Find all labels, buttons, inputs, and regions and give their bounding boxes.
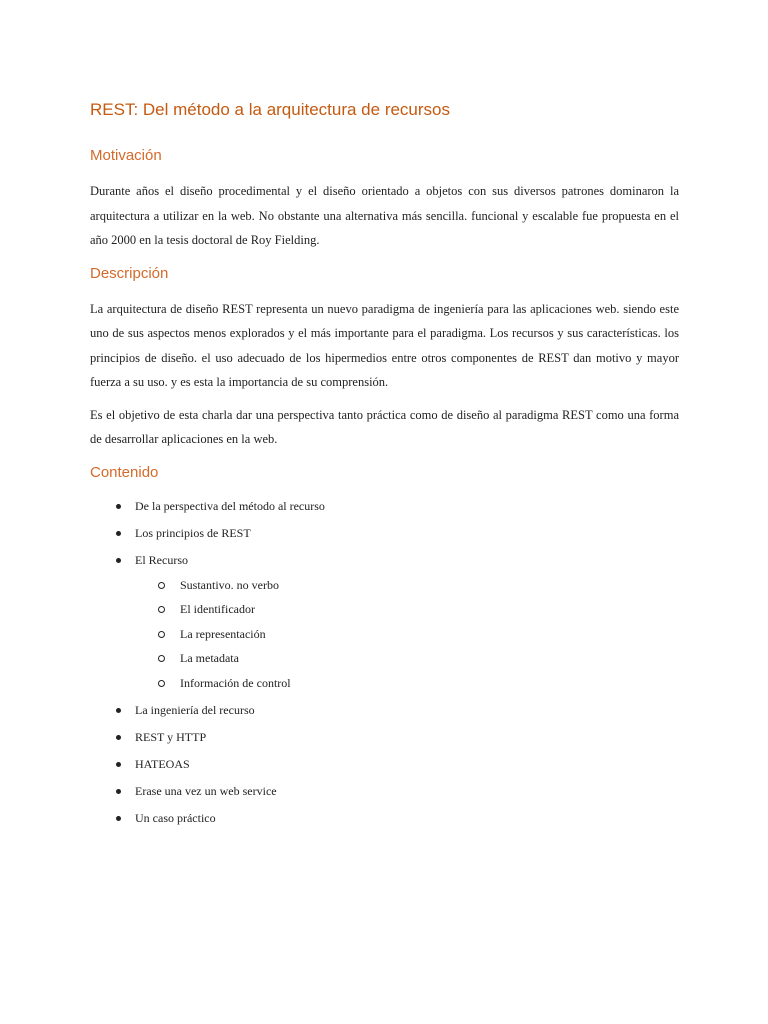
sub-list-item-text: La representación — [180, 626, 266, 641]
sub-list-item — [135, 650, 679, 667]
bullet-dot-icon — [116, 762, 121, 767]
paragraph-descripcion-2: Es el objetivo de esta charla dar una perspectiva tanto práctica como de diseño al paradigma REST como una forma de desarrollar aplicaciones en la web. — [90, 407, 679, 446]
list-item-text: HATEOAS — [135, 756, 190, 771]
recurso-sublist — [135, 577, 679, 692]
list-item-text: Erase una vez un web service — [135, 783, 277, 798]
list-item — [90, 702, 679, 719]
section-heading-motivacion: Motivación — [90, 147, 162, 164]
sub-list-item-text: Sustantivo. no verbo — [180, 577, 279, 592]
list-item-text: Los principios de REST — [135, 525, 251, 540]
bullet-dot-icon — [116, 558, 121, 563]
bullet-dot-icon — [116, 816, 121, 821]
section-contenido — [90, 462, 679, 827]
contenido-list — [90, 498, 679, 827]
section-heading-contenido: Contenido — [90, 463, 159, 481]
list-item — [90, 525, 679, 542]
sub-list-item — [135, 675, 679, 692]
sub-list-item-text: El identificador — [180, 602, 255, 616]
section-heading-descripcion: Descripción — [90, 264, 169, 282]
list-item — [90, 552, 679, 692]
circle-bullet-icon — [158, 631, 165, 638]
document-title: REST: Del método a la arquitectura de recursos — [90, 100, 451, 119]
circle-bullet-icon — [158, 582, 165, 589]
list-item — [90, 783, 679, 800]
list-item-text: El Recurso — [135, 552, 188, 567]
list-item — [90, 729, 679, 746]
sub-list-item-text: La metadata — [180, 651, 239, 665]
list-item — [90, 756, 679, 773]
list-item-text: De la perspectiva del método al recurso — [135, 498, 325, 513]
list-item-text: REST y HTTP — [135, 729, 207, 744]
circle-bullet-icon — [158, 606, 165, 613]
sub-list-item — [135, 577, 679, 594]
sub-list-item-text: Información de control — [180, 675, 291, 690]
list-item — [90, 498, 679, 515]
bullet-dot-icon — [116, 735, 121, 740]
bullet-dot-icon — [116, 504, 121, 509]
list-item — [90, 810, 679, 827]
sub-list-item — [135, 601, 679, 618]
circle-bullet-icon — [158, 655, 165, 662]
document-content — [90, 97, 679, 837]
list-item-text: Un caso práctico — [135, 810, 216, 825]
sub-list-item — [135, 626, 679, 643]
section-descripcion — [90, 263, 679, 452]
circle-bullet-icon — [158, 680, 165, 687]
paragraph-motivacion: Durante años el diseño procedimental y el diseño orientado a objetos con sus diversos patrones dominaron la arquitectura a utilizar en la web. No obstante una alternativa más sencilla. funcional y escalable fue propuesta en el año 2000 en la tesis doctoral de Roy Fielding. — [90, 184, 679, 247]
bullet-dot-icon — [116, 531, 121, 536]
bullet-dot-icon — [116, 789, 121, 794]
section-motivacion — [90, 145, 679, 253]
list-item-text: La ingeniería del recurso — [135, 702, 255, 717]
paragraph-descripcion-1: La arquitectura de diseño REST representa un nuevo paradigma de ingeniería para las aplicaciones web. siendo este uno de sus aspectos menos explorados y el más importante para el paradigma. Los recursos y sus características. los principios de diseño. el uso adecuado de los hipermedios entre otros componentes de REST dan motivo y mayor fuerza a su uso. y es esta la importancia de su comprensión. — [90, 301, 679, 389]
bullet-dot-icon — [116, 708, 121, 713]
